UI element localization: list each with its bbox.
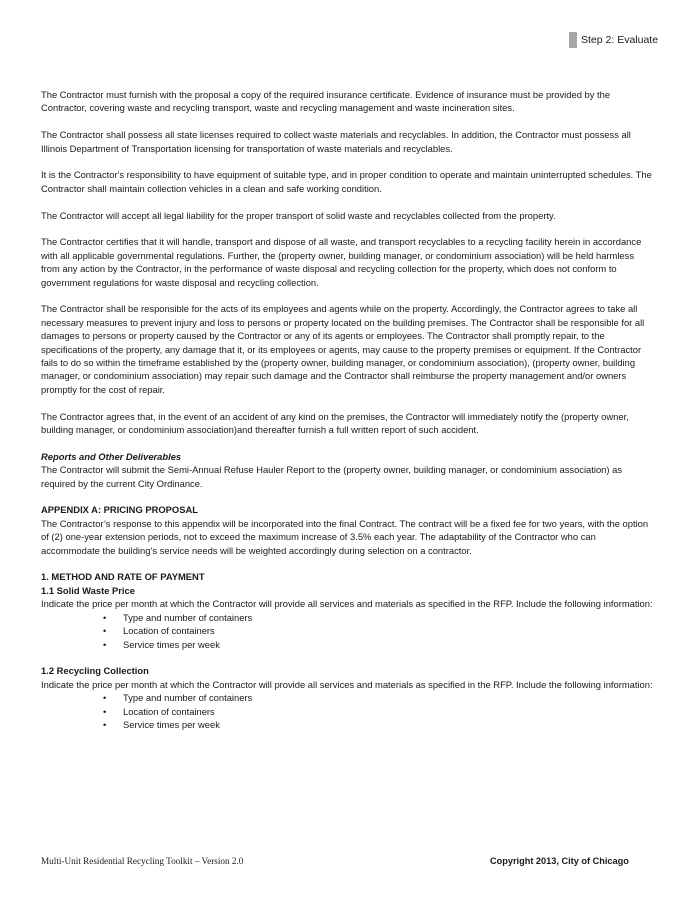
equipment-paragraph: It is the Contractor's responsibility to have equipment of suitable type, and in proper condition to operate and maintain uninterrupted schedules. The Contractor shall maintain collection vehicles in a clean and safe working condition. — [41, 169, 652, 194]
list-item: • Type and number of containers — [103, 611, 253, 623]
recycling-paragraph: Indicate the price per month at which the Contractor will provide all services and materials as specified in the RFP. Include the following information: — [41, 678, 653, 690]
recycling-heading: 1.2 Recycling Collection — [41, 665, 149, 677]
recycling-list — [41, 691, 653, 731]
appendix-paragraph: The Contractor’s response to this appendix will be incorporated into the final Contract. The contract will be a fixed fee for two years, with the option of (2) one-year extension periods, not to exceed the maximum increase of 3.5% each year. The adaptability of the Contractor who can accommodate the building’s service needs will be weighted accordingly during selection on a contractor. — [41, 517, 649, 556]
list-item: • Service times per week — [103, 718, 220, 730]
reports-heading: Reports and Other Deliverables — [41, 450, 182, 462]
list-item: • Location of containers — [103, 625, 215, 637]
list-item: • Type and number of containers — [103, 692, 253, 704]
bullet-icon: • — [103, 638, 107, 650]
bullet-icon: • — [103, 692, 107, 704]
bullet-icon: • — [103, 625, 107, 637]
list-item: • Service times per week — [103, 638, 220, 650]
liability-paragraph: The Contractor will accept all legal liability for the proper transport of solid waste and recyclables collected from the property. — [41, 209, 556, 221]
compliance-paragraph: The Contractor certifies that it will handle, transport and dispose of all waste, and transport recyclables to a recycling facility herein in accordance with all applicable governmental regulations. Further, the (property owner, building manager, or condominium association) will be held harmless from any action by the Contractor, in the performance of waste disposal and recycling collection for the property, which does not conform to government regulations for waste disposal and recycling collection. — [41, 236, 642, 288]
page-step-header — [569, 32, 658, 48]
footer-copyright: Copyright 2013, City of Chicago — [490, 856, 629, 866]
method-heading: 1. METHOD AND RATE OF PAYMENT — [41, 571, 205, 583]
step-label: Step 2: Evaluate — [581, 34, 659, 46]
solid-waste-list — [41, 611, 653, 651]
reports-paragraph: The Contractor will submit the Semi-Annual Refuse Hauler Report to the (property owner, building manager, or condominium association) as required by the current City Ordinance. — [41, 464, 623, 489]
header-marker-bar — [569, 32, 577, 48]
responsibility-paragraph: The Contractor shall be responsible for the acts of its employees and agents while on the property. Accordingly, the Contractor agrees to take all necessary measures to prevent injury and loss to persons or property located on the building premises. The Contractor shall be responsible for all damages to persons or property caused by the Contractor or any of its agents or employees. The Contractor shall promptly repair, to the specifications of the property, any damage that it, or its employees or agents, may cause to the property premises or equipment. If the Contractor fails to do so within the timeframe established by the (property owner, building manager, or condominium association), (property owner, building manager, or condominium association) may repair such damage and the Contractor shall reimburse the property management and/or owners promptly for the cost of repair. — [41, 303, 645, 395]
solid-waste-paragraph: Indicate the price per month at which the Contractor will provide all services and materials as specified in the RFP. Include the following information: — [41, 598, 653, 610]
bullet-icon: • — [103, 611, 107, 623]
bullet-icon: • — [103, 718, 107, 730]
document-body — [41, 88, 653, 745]
licensing-paragraph: The Contractor shall possess all state licenses required to collect waste materials and recyclables. In addition, the Contractor must possess all Illinois Department of Transportation licensing for transportation of waste materials and recyclables. — [41, 129, 631, 154]
solid-waste-heading: 1.1 Solid Waste Price — [41, 584, 135, 596]
bullet-icon: • — [103, 705, 107, 717]
insurance-paragraph: The Contractor must furnish with the proposal a copy of the required insurance certificate. Evidence of insurance must be provided by the Contractor, covering waste and recycling transport, waste and recycling management and waste incineration sites. — [41, 89, 611, 114]
accident-paragraph: The Contractor agrees that, in the event of an accident of any kind on the premises, the Contractor will immediately notify the (property owner, building manager, or condominium association)and thereafter furnish a full written report of such accident. — [41, 410, 629, 436]
footer-toolkit-version: Multi-Unit Residential Recycling Toolkit – Version 2.0 — [41, 856, 244, 866]
list-item: • Location of containers — [103, 705, 215, 717]
appendix-heading: APPENDIX A: PRICING PROPOSAL — [41, 504, 198, 516]
